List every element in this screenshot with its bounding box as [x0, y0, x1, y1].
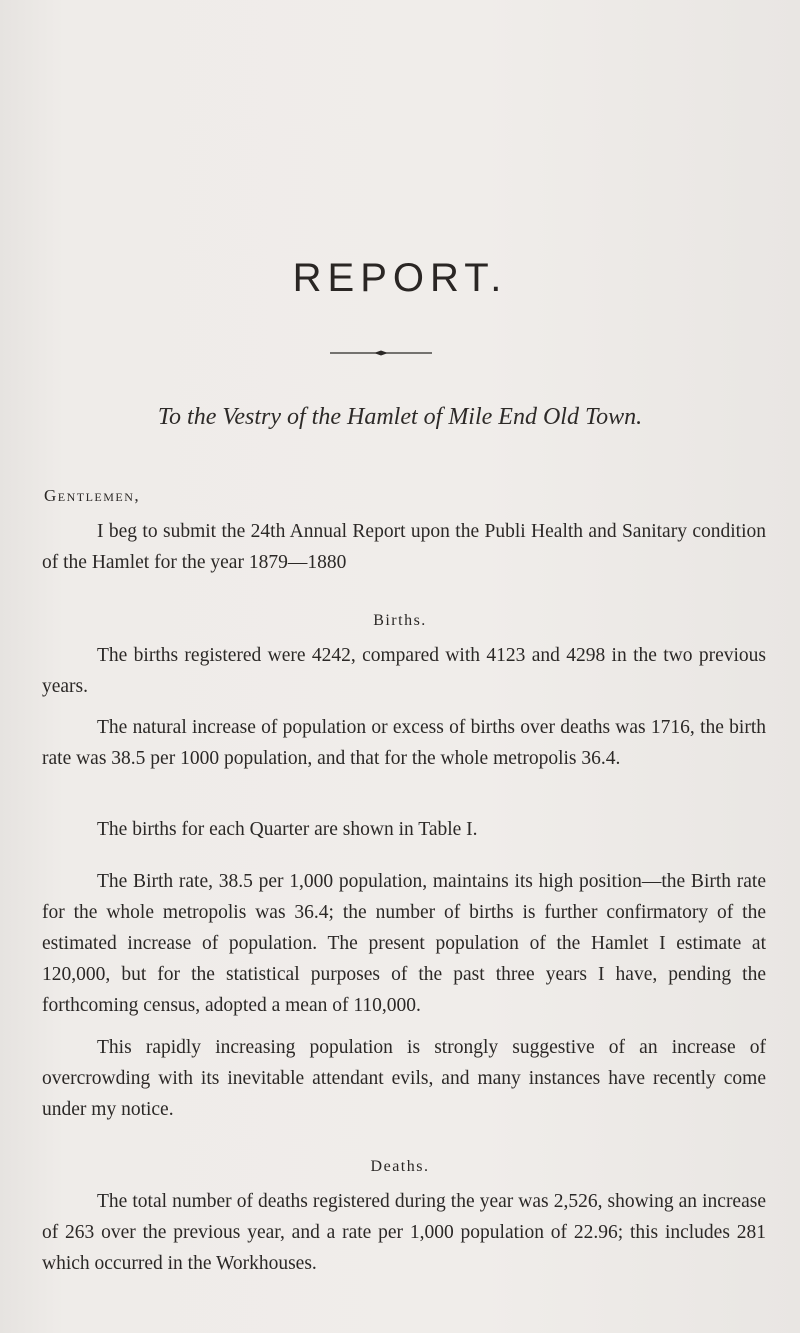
deaths-section-title: Deaths.: [370, 1158, 430, 1175]
salutation: Gentlemen,: [44, 486, 141, 505]
intro-paragraph: I beg to submit the 24th Annual Report upon the Publi Health and Sanitary condition of the Hamlet for the year 1879—1880: [42, 521, 766, 573]
address-line: To the Vestry of the Hamlet of Mile End Old Town.: [157, 404, 643, 430]
births-paragraph-4: The Birth rate, 38.5 per 1,000 population, maintains its high position—the Birth rate for the whole metropolis was 36.4; the number of births is further confirmatory of the estimated increase of population. The present population of the Hamlet I estimate at 120,000, but for the statistical purposes of the past three years I have, pending the forthcoming census, adopted a mean of 110,000.: [42, 871, 766, 1016]
deaths-paragraph-1: The total number of deaths registered during the year was 2,526, showing an increase of 263 over the previous year, and a rate per 1,000 population of 22.96; this includes 281 which occurred in the Workhouses.: [42, 1191, 766, 1274]
report-heading: REPORT.: [292, 256, 508, 300]
ornamental-rule: [330, 350, 432, 356]
births-paragraph-3: The births for each Quarter are shown in Table I.: [97, 819, 478, 840]
births-paragraph-2: The natural increase of population or excess of births over deaths was 1716, the birth rate was 38.5 per 1000 population, and that for the whole metropolis 36.4.: [42, 717, 766, 769]
births-section-title: Births.: [373, 612, 427, 629]
births-paragraph-1: The births registered were 4242, compared with 4123 and 4298 in the two previous years.: [42, 645, 766, 697]
births-paragraph-5: This rapidly increasing population is strongly suggestive of an increase of overcrowding with its inevitable attendant evils, and many instances have recently come under my notice.: [42, 1037, 766, 1120]
